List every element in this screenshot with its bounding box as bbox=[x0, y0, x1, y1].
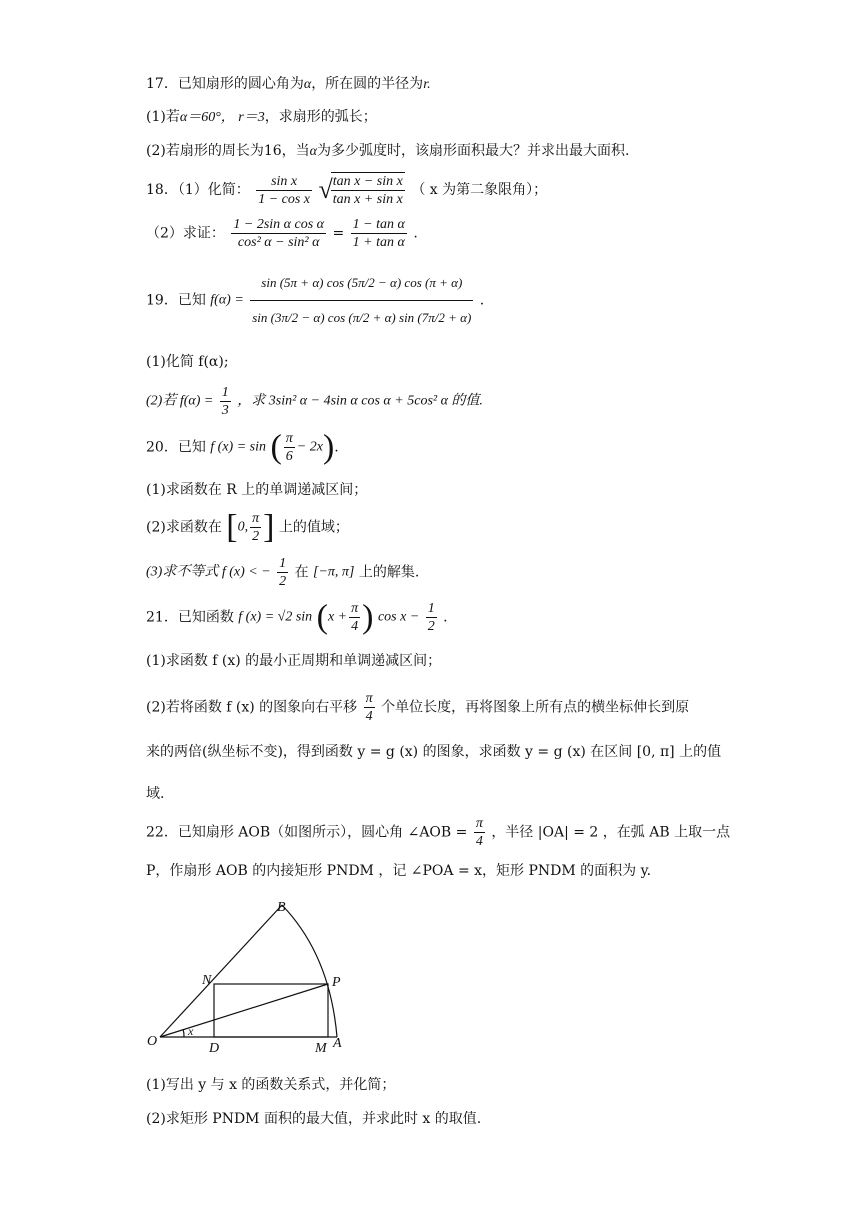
q22-statement-cont: P，作扇形 AOB 的内接矩形 PNDM ，记 ∠POA = x，矩形 PNDM 的面积为 y. bbox=[146, 863, 652, 879]
label-x: x bbox=[188, 1024, 194, 1038]
label-m: M bbox=[315, 1041, 327, 1056]
q17-title: 17．已知扇形的圆心角为α，所在圆的半径为r. bbox=[146, 76, 431, 92]
q20-statement: 20．已知 f (x) = sin ( $\frac{\pi}{6}$ − 2x). bbox=[146, 428, 339, 466]
q21-part1: (1)求函数 f (x) 的最小正周期和单调递减区间； bbox=[146, 653, 442, 669]
q22-part1: (1)写出 y 与 x 的函数关系式，并化简； bbox=[146, 1077, 396, 1093]
q18-part1: 18．（1）化简： $\frac{\text{sin x}}{\text{1 − cos x}}$ √ $\frac{\text{tan x − sin x}}{\text{tan x + sin x}}$ （ x 为第二象限角）； bbox=[146, 173, 548, 207]
q19-part2: (2)若 f(α) = $\frac{1}{3}$ ，求 3sin² α − 4sin α cos α + 5cos² α 的值. bbox=[146, 385, 483, 418]
q18-fraction-1: $\frac{\text{sin x}}{\text{1 − cos x}}$ bbox=[258, 173, 311, 207]
q20-part2: (2)求函数在 [0, $\frac{\pi}{2}$ ] 上的值域； bbox=[146, 508, 349, 546]
q19-statement: 19．已知 f(α) = $\frac{\sin (5\pi + \alpha) \cos (5\pi/2 - \alpha) \cos (\pi + \alpha)}{\sin (3\pi/2 - \alpha) \cos (\pi/2 + \alpha) \sin (7\pi/2 + \alpha)}$ . bbox=[146, 266, 484, 340]
label-p: P bbox=[332, 975, 341, 990]
q17-part2: (2)若扇形的周长为16，当α为多少弧度时，该扇形面积最大？并求出最大面积. bbox=[146, 143, 630, 159]
label-o: O bbox=[147, 1034, 158, 1049]
rectangle-pndm bbox=[214, 984, 328, 1037]
q21-part2-end: 域. bbox=[146, 786, 165, 802]
q21-statement: 21．已知函数 f (x) = √2 sin (x + $\frac{\pi}{4}$ ) cos x − $\frac{1}{2}$ . bbox=[146, 598, 448, 636]
label-b: B bbox=[277, 900, 286, 915]
q18-sqrt: √ $\frac{\text{tan x − sin x}}{\text{tan x + sin x}}$ bbox=[318, 174, 403, 207]
q21-part2-cont: 来的两倍(纵坐标不变)，得到函数 y = g (x) 的图象，求函数 y = g (x) 在区间 [0, π] 上的值 bbox=[146, 744, 722, 760]
arc-ab bbox=[282, 905, 337, 1037]
label-n: N bbox=[202, 973, 212, 988]
q20-part1: (1)求函数在 R 上的单调递减区间； bbox=[146, 482, 368, 498]
q22-statement: 22．已知扇形 AOB（如图所示），圆心角 ∠AOB = $\frac{\pi}{4}$ ，半径 |OA| = 2 ，在弧 AB 上取一点 bbox=[146, 816, 731, 849]
q19-part1: (1)化简 f(α); bbox=[146, 354, 229, 370]
q21-part2: (2)若将函数 f (x) 的图象向右平移 $\frac{\pi}{4}$ 个单位长度，再将图象上所有点的横坐标伸长到原 bbox=[146, 691, 690, 724]
angle-x-arc bbox=[183, 1029, 184, 1037]
label-a: A bbox=[333, 1036, 342, 1051]
label-d: D bbox=[209, 1041, 220, 1056]
q20-part3: (3)求不等式 f (x) < − $\frac{1}{2}$ 在 [−π, π] 上的解集. bbox=[146, 556, 420, 589]
sector-figure bbox=[140, 895, 360, 1065]
q22-part2: (2)求矩形 PNDM 面积的最大值，并求此时 x 的取值. bbox=[146, 1111, 482, 1127]
q17-part1: (1)若α＝60°， r＝3，求扇形的弧长； bbox=[146, 109, 377, 125]
q18-part2: （2）求证： $\frac{\text{1 − 2sin α cos α}}{\text{cos² α − sin² α}}$ = $\frac{\text{1 − tan α}}{\text{1 + tan α}}$ . bbox=[146, 217, 418, 250]
